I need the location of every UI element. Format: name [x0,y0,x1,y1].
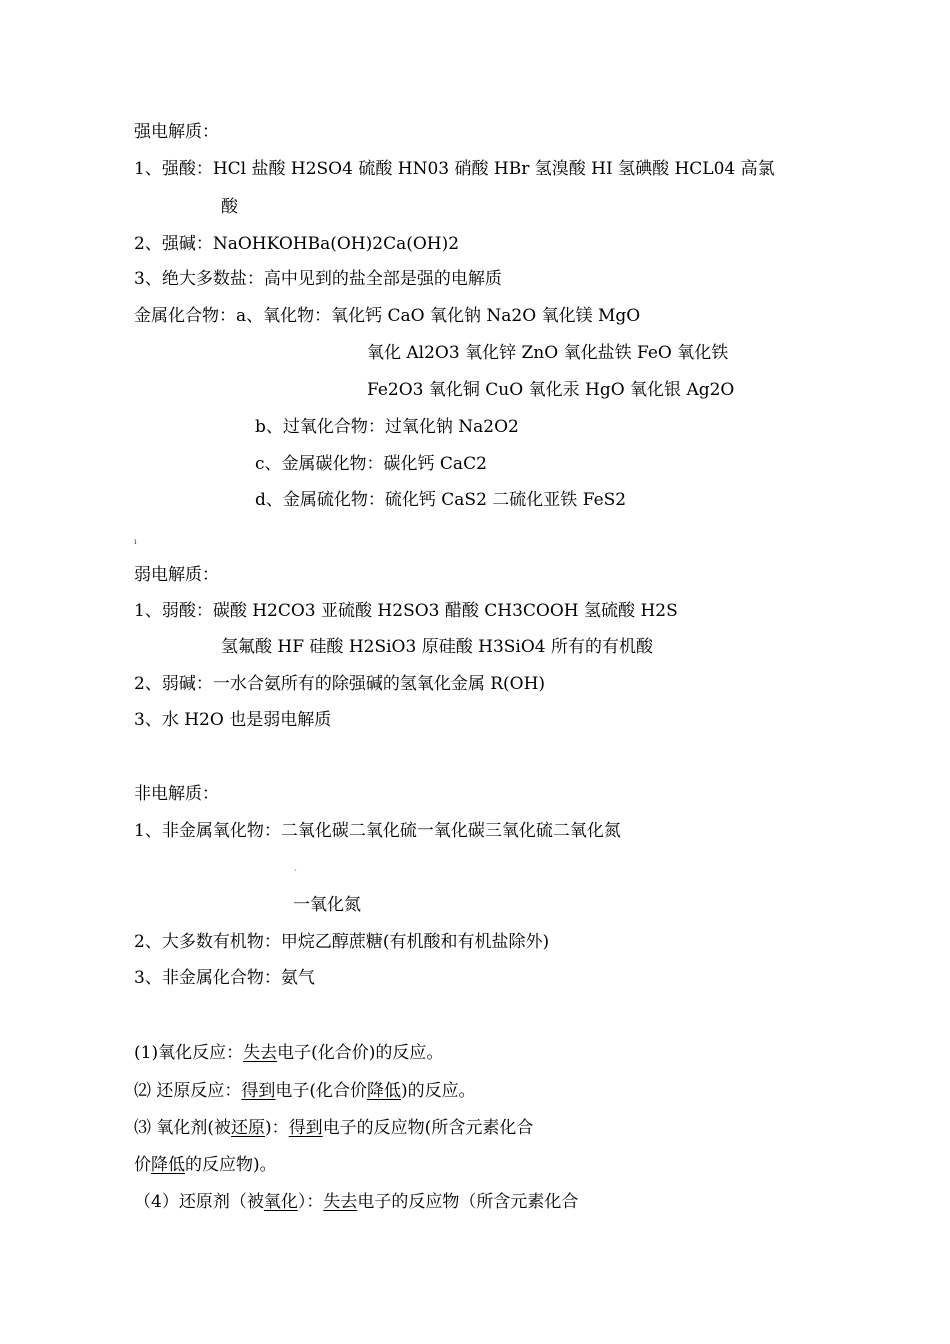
text-segment: 价 [134,1155,151,1175]
sulfide-line: d、金属硫化物：硫化钙 CaS2 二硫化亚铁 FeS2 [255,490,627,510]
nonmetal-compound-line: 3、非金属化合物：氨气 [134,968,315,988]
underlined-term: 得到 [241,1081,276,1101]
carbide-line: c、金属碳化物：碳化钙 CaC2 [255,454,487,474]
weak-electrolyte-title: 弱电解质： [134,565,219,585]
reductant-line [134,1191,578,1213]
salt-line: 3、绝大多数盐：高中见到的盐全部是强的电解质 [134,269,502,289]
strong-acid-line: 1、强酸：HCl 盐酸 H2SO4 硫酸 HN03 硝酸 HBr 氢溴酸 HI 氢碘酸 HCL04 高氯 [134,159,775,179]
text-segment: )的反应。 [401,1081,476,1101]
underlined-term: 失去 [243,1043,278,1063]
nonmetal-oxide-continuation: 一氧化氮 [293,895,361,915]
text-segment: ⑵ 还原反应： [134,1081,242,1101]
underlined-term: 氧化 [263,1192,298,1212]
reduction-reaction-line [134,1080,476,1102]
underlined-term: 降低 [151,1155,185,1175]
water-line: 3、水 H2O 也是弱电解质 [134,710,332,730]
strong-base-line: 2、强碱：NaOHKOHBa(OH)2Ca(OH)2 [134,234,460,254]
oxidant-line [134,1117,533,1139]
weak-base-line: 2、弱碱：一水合氨所有的除强碱的氢氧化金属 R(OH) [134,674,546,694]
metal-oxide-line: 金属化合物：a、氧化物：氧化钙 CaO 氧化钠 Na2O 氧化镁 MgO [134,306,641,326]
non-electrolyte-title: 非电解质： [134,784,219,804]
text-segment: 的反应物)。 [185,1155,277,1175]
oxidation-reaction-line [134,1042,443,1064]
underlined-term: 降低 [367,1081,402,1101]
weak-acid-continuation: 氢氟酸 HF 硅酸 H2SiO3 原硅酸 H3SiO4 所有的有机酸 [221,637,653,657]
metal-oxide-line-2: 氧化 Al2O3 氧化锌 ZnO 氧化盐铁 FeO 氧化铁 [367,343,729,363]
text-segment: 电子(化合价 [275,1081,368,1101]
peroxide-line: b、过氧化合物：过氧化钠 Na2O2 [255,417,519,437]
weak-acid-line: 1、弱酸：碳酸 H2CO3 亚硫酸 H2SO3 醋酸 CH3COOH 氢硫酸 H2S [134,601,678,621]
text-segment: (1)氧化反应： [134,1043,244,1063]
stray-mark: ı [134,537,137,546]
text-segment: ）： [297,1192,324,1212]
text-segment: )： [265,1118,289,1138]
underlined-term: 失去 [323,1192,358,1212]
strong-electrolyte-title: 强电解质： [134,122,219,142]
text-segment: 电子的反应物(所含元素化合 [322,1118,534,1138]
underlined-term: 得到 [288,1118,323,1138]
strong-acid-continuation: 酸 [221,197,238,217]
underlined-term: 还原 [231,1118,266,1138]
nonmetal-oxide-line: 1、非金属氧化物：二氧化碳二氧化硫一氧化碳三氧化硫二氧化氮 [134,821,621,841]
text-segment: （4）还原剂（被 [134,1192,264,1212]
stray-mark: ˊ [293,869,297,878]
organic-line: 2、大多数有机物：甲烷乙醇蔗糖(有机酸和有机盐除外) [134,932,550,952]
text-segment: 电子(化合价)的反应。 [277,1043,444,1063]
text-segment: ⑶ 氧化剂(被 [134,1118,232,1138]
metal-oxide-line-3: Fe2O3 氧化铜 CuO 氧化汞 HgO 氧化银 Ag2O [367,380,735,400]
text-segment: 电子的反应物（所含元素化合 [357,1192,579,1212]
oxidant-continuation [134,1154,277,1176]
